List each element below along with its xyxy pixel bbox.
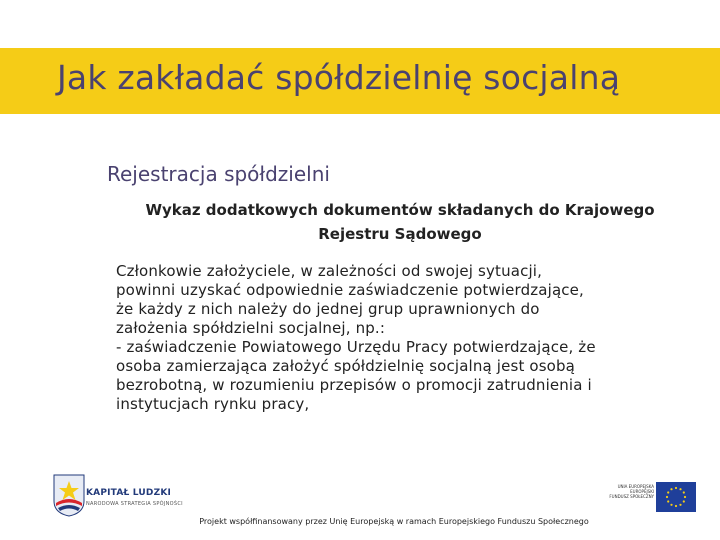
eu-logo — [598, 482, 698, 514]
body-line: Członkowie założyciele, w zależności od swojej sytuacji, — [116, 262, 543, 280]
eu-logo-line: UNIA EUROPEJSKA — [617, 484, 654, 489]
body-line: założenia spółdzielni socjalnej, np.: — [116, 319, 386, 337]
eu-logo-text — [598, 484, 654, 499]
kapital-ludzki-name: KAPITAŁ LUDZKI — [86, 488, 172, 498]
funding-note: Projekt współfinansowany przez Unię Europejską w ramach Europejskiego Funduszu Społecznego — [199, 517, 589, 526]
body-line: instytucjach rynku pracy, — [116, 395, 310, 413]
slide-title: Jak zakładać spółdzielnię socjalną — [57, 58, 621, 97]
documents-heading — [110, 198, 690, 246]
kapital-ludzki-mark-icon — [50, 473, 88, 517]
slide-subtitle: Rejestracja spółdzielni — [107, 162, 330, 186]
body-line: bezrobotną, w rozumieniu przepisów o promocji zatrudnienia i — [116, 376, 592, 394]
body-text — [116, 262, 698, 414]
eu-flag-icon — [656, 482, 696, 512]
body-line: powinni uzyskać odpowiednie zaświadczenie potwierdzające, — [116, 281, 584, 299]
documents-heading-line-2: Rejestru Sądowego — [318, 225, 482, 243]
eu-logo-line: EUROPEJSKI — [630, 489, 654, 494]
body-line: osoba zamierzająca założyć spółdzielnię socjalną jest osobą — [116, 357, 576, 375]
body-line: że każdy z nich należy do jednej grup uprawnionych do — [116, 300, 540, 318]
eu-logo-line: FUNDUSZ SPOŁECZNY — [609, 494, 654, 499]
kapital-ludzki-logo — [50, 473, 200, 519]
kapital-ludzki-subtitle: NARODOWA STRATEGIA SPÓJNOŚCI — [86, 501, 183, 507]
body-line: - zaświadczenie Powiatowego Urzędu Pracy potwierdzające, że — [116, 338, 596, 356]
documents-heading-line-1: Wykaz dodatkowych dokumentów składanych do Krajowego — [145, 201, 655, 219]
